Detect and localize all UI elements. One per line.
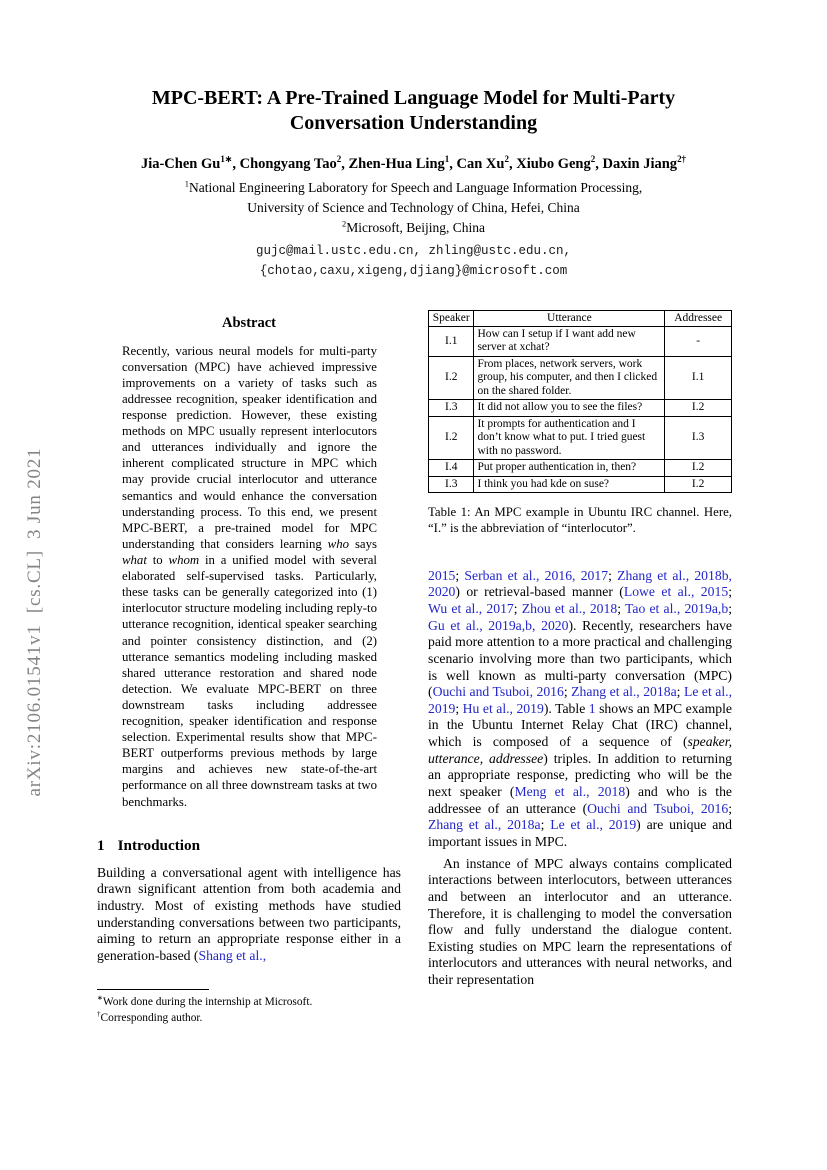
addressee-cell: I.1 bbox=[665, 356, 732, 399]
title-line-2: Conversation Understanding bbox=[289, 112, 538, 135]
utterance-cell: Put proper authentication in, then? bbox=[474, 460, 665, 476]
text-segment: 1 bbox=[184, 179, 189, 189]
text-segment: what bbox=[122, 552, 147, 567]
citation-link[interactable]: Meng et al., 2018 bbox=[514, 784, 626, 800]
text-segment: National Engineering Laboratory for Speech and Language Information Processing, bbox=[188, 179, 643, 195]
citation-link[interactable]: Ouchi and Tsuboi, 2016 bbox=[587, 800, 729, 816]
text-segment: says bbox=[349, 536, 377, 551]
text-segment: Jia-Chen Gu bbox=[140, 155, 221, 172]
addressee-cell: I.2 bbox=[665, 460, 732, 476]
speaker-cell: I.3 bbox=[429, 476, 474, 492]
text-segment: ; bbox=[540, 817, 551, 833]
text-segment: ) or retrieval-based manner ( bbox=[455, 584, 624, 600]
text-segment: ; bbox=[563, 684, 572, 700]
example-table bbox=[428, 310, 732, 493]
citation-link[interactable]: 2015 bbox=[428, 567, 456, 583]
text-segment: to bbox=[146, 552, 169, 567]
citation-link[interactable]: Shang et al., bbox=[198, 947, 267, 963]
citation-link[interactable]: Ouchi and Tsuboi, 2016 bbox=[432, 684, 564, 700]
text-segment: ; bbox=[608, 567, 618, 583]
table-row bbox=[429, 416, 732, 459]
citation-link[interactable]: Zhou et al., 2018 bbox=[521, 601, 618, 616]
table-header-row bbox=[429, 310, 732, 326]
footnote-block bbox=[97, 989, 401, 1027]
text-segment: speaker, utterance, addressee bbox=[428, 734, 732, 766]
utterance-cell: From places, network servers, work group, his computer, and then I clicked on the shared folder. bbox=[474, 356, 665, 399]
text-segment: shows an MPC example in the Ubuntu Internet Relay Chat (IRC) channel, which is composed of a sequence of ( bbox=[428, 700, 732, 750]
utterance-cell: It did not allow you to see the files? bbox=[474, 400, 665, 416]
text-segment: ) are unique and important issues in MPC. bbox=[428, 817, 732, 849]
affiliation-line-3 bbox=[0, 218, 827, 238]
authors-line bbox=[0, 153, 827, 173]
table-row bbox=[429, 476, 732, 492]
table-header-addressee: Addressee bbox=[665, 310, 732, 326]
table-row bbox=[429, 460, 732, 476]
text-segment: ; bbox=[676, 684, 684, 700]
footnote-rule bbox=[97, 989, 209, 990]
text-segment: 2 bbox=[504, 153, 509, 164]
arxiv-watermark: arXiv:2106.01541v1 [cs.CL] 3 Jun 2021 bbox=[24, 447, 45, 797]
text-segment: ; bbox=[728, 800, 733, 816]
text-segment: , Daxin Jiang bbox=[595, 155, 678, 172]
text-segment: 1∗ bbox=[220, 153, 233, 164]
text-segment: ; bbox=[728, 584, 732, 600]
utterance-cell: I think you had kde on suse? bbox=[474, 476, 665, 492]
addressee-cell: I.2 bbox=[665, 476, 732, 492]
text-segment: 2 bbox=[590, 153, 596, 164]
citation-link[interactable]: Le et al., 2019 bbox=[428, 684, 732, 716]
text-segment: Microsoft, Beijing, China bbox=[346, 220, 485, 236]
text-segment: ; bbox=[455, 700, 463, 716]
text-segment: 1 bbox=[444, 153, 450, 164]
text-segment: , Zhen-Hua Ling bbox=[341, 155, 445, 172]
citation-link[interactable]: Zhang et al., 2018a bbox=[428, 817, 541, 833]
table-caption: Table 1: An MPC example in Ubuntu IRC channel. Here, “I.” is the abbreviation of “interlocutor”. bbox=[428, 504, 732, 536]
utterance-cell: How can I setup if I want add new server at xchat? bbox=[474, 326, 665, 356]
abstract-text bbox=[122, 343, 377, 810]
email-block bbox=[0, 241, 827, 281]
text-segment: ). Table bbox=[543, 700, 589, 716]
utterance-cell: It prompts for authentication and I don’t know what to put. I tried guest with no password. bbox=[474, 416, 665, 459]
citation-link[interactable]: Hu et al., 2019 bbox=[462, 700, 544, 716]
citation-link[interactable]: Lowe et al., 2015 bbox=[623, 584, 729, 600]
table-header-utterance: Utterance bbox=[474, 310, 665, 326]
text-segment: who bbox=[327, 536, 350, 551]
text-segment: ; bbox=[617, 601, 625, 616]
affiliation-line-2: University of Science and Technology of China, Hefei, China bbox=[247, 200, 580, 216]
body-paragraph-1 bbox=[428, 568, 732, 851]
section-heading-introduction bbox=[97, 837, 401, 855]
citation-link[interactable]: Le et al., 2019 bbox=[550, 817, 637, 833]
affiliation-line-1 bbox=[0, 178, 827, 198]
text-segment: ; bbox=[728, 601, 732, 616]
speaker-cell: I.4 bbox=[429, 460, 474, 476]
text-segment: , Xiubo Geng bbox=[508, 155, 591, 172]
abstract-heading: Abstract bbox=[222, 314, 276, 331]
citation-link[interactable]: Tao et al., 2019a,b bbox=[624, 601, 729, 616]
speaker-cell: I.3 bbox=[429, 400, 474, 416]
text-segment: Corresponding author. bbox=[100, 1011, 203, 1024]
right-column bbox=[428, 307, 732, 1027]
text-segment: ) and who is the addressee of an utterance ( bbox=[428, 784, 733, 816]
text-segment: in a unified model with several elaborated self-supervised tasks. Particularly, these tasks can be generally categorized into (1) interlocutor structure modeling including reply-to utterance recognition, identical speaker searching and pointer consistency distinction, and (2) utterance semantics modeling including masked shared utterance restoration and shared node detection. We evaluate MPC-BERT on three downstream tasks including addressee recognition, speaker identification and response selection. Experimental results show that MPC-BERT outperforms previous methods by large margins and achieves new state-of-the-art performance on all three downstream tasks at two benchmarks. bbox=[122, 552, 377, 809]
footnote-2 bbox=[97, 1011, 401, 1027]
addressee-cell: I.3 bbox=[665, 416, 732, 459]
left-column bbox=[97, 307, 401, 1027]
table-header-speaker: Speaker bbox=[429, 310, 474, 326]
text-segment: ) triples. In addition to returning an appropriate response, predicting who will be the next speaker ( bbox=[428, 750, 733, 800]
section-number: 1 bbox=[97, 836, 105, 854]
email-line-1: gujc@mail.ustc.edu.cn, zhling@ustc.edu.cn, bbox=[255, 243, 572, 258]
section-title: Introduction bbox=[117, 836, 201, 854]
text-segment: ; bbox=[513, 601, 522, 616]
speaker-cell: I.2 bbox=[429, 416, 474, 459]
two-column-body bbox=[97, 307, 732, 1027]
text-segment: ). Recently, researchers have paid more attention to a more practical and challenging scenario involving more than two participants, which is well known as multi-party conversation (MPC) ( bbox=[428, 617, 733, 700]
text-segment: Work done during the internship at Microsoft. bbox=[102, 995, 313, 1008]
text-segment: , Can Xu bbox=[449, 155, 505, 172]
text-segment: ∗ bbox=[97, 993, 103, 1002]
table-row bbox=[429, 356, 732, 399]
speaker-cell: I.2 bbox=[429, 356, 474, 399]
text-segment: , Chongyang Tao bbox=[232, 155, 337, 172]
email-line-2: {chotao,caxu,xigeng,djiang}@microsoft.com bbox=[259, 263, 568, 278]
footnote-1 bbox=[97, 995, 401, 1011]
title-line-1: MPC-BERT: A Pre-Trained Language Model for Multi-Party bbox=[151, 87, 676, 109]
speaker-cell: I.1 bbox=[429, 326, 474, 356]
text-segment: † bbox=[97, 1009, 101, 1018]
text-segment: 2 bbox=[342, 219, 347, 229]
citation-link[interactable]: 1 bbox=[588, 700, 596, 716]
addressee-cell: - bbox=[665, 326, 732, 356]
text-segment: ; bbox=[455, 567, 465, 583]
citation-link[interactable]: Zhang et al., 2018b, 2020 bbox=[428, 567, 732, 600]
affiliations bbox=[0, 178, 827, 239]
text-segment: An instance of MPC always contains complicated interactions between interlocutors, between utterances and between an interlocutor and an utterance. Therefore, it is challenging to model the conversation flow and fully understand the dialogue content. Existing studies on MPC learn the representations of interlocutors and utterances with neural networks, and their representation bbox=[428, 855, 732, 988]
citation-link[interactable]: Serban et al., 2016, 2017 bbox=[464, 567, 609, 583]
paper-title bbox=[0, 86, 827, 137]
citation-link[interactable]: Wu et al., 2017 bbox=[428, 601, 514, 616]
text-segment: 2† bbox=[677, 153, 687, 164]
intro-paragraph-1 bbox=[97, 865, 401, 965]
text-segment: Building a conversational agent with intelligence has drawn significant attention from both academia and industry. Most of existing methods have studied understanding conversations between two participants, aiming to return an appropriate response either in a generation-based ( bbox=[97, 864, 401, 963]
text-segment: Recently, various neural models for multi-party conversation (MPC) have achieved impressive improvements on a variety of tasks such as addressee recognition, speaker identification and response prediction. However, these existing methods on MPC usually represent interlocutors and utterances individually and ignore the inherent complicated structure in MPC which may provide crucial interlocutor and utterance semantics and would enhance the conversation understanding process. To this end, we present MPC-BERT, a pre-trained model for MPC understanding that considers learning bbox=[122, 343, 377, 551]
addressee-cell: I.2 bbox=[665, 400, 732, 416]
paper-header bbox=[0, 0, 827, 281]
citation-link[interactable]: Gu et al., 2019a,b, 2020 bbox=[428, 617, 569, 633]
body-paragraph-2 bbox=[428, 856, 732, 989]
text-segment: 2 bbox=[336, 153, 342, 164]
text-segment: whom bbox=[168, 552, 200, 567]
citation-link[interactable]: Zhang et al., 2018a bbox=[571, 684, 677, 700]
table-row bbox=[429, 326, 732, 356]
table-row bbox=[429, 400, 732, 416]
